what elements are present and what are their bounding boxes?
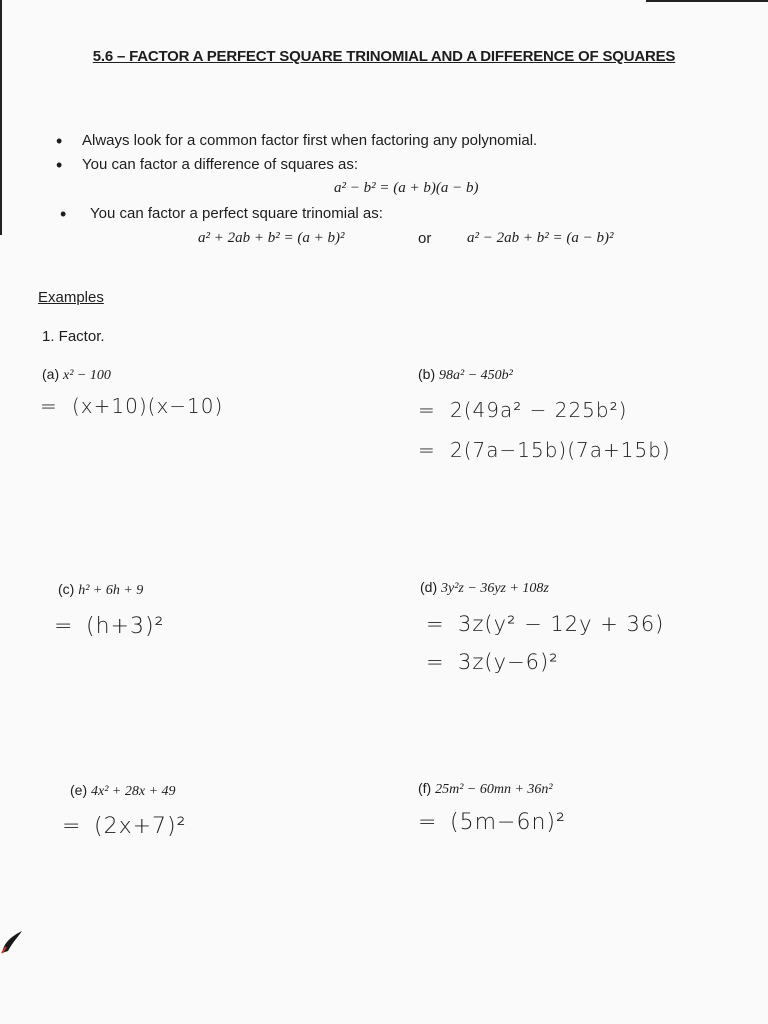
bullet-dot-icon: • xyxy=(56,155,63,175)
handwritten-step xyxy=(426,612,664,636)
handwritten-answer xyxy=(62,814,186,839)
problem-f xyxy=(418,780,553,798)
equals-sign: = xyxy=(418,810,438,835)
bullet-item xyxy=(56,132,656,152)
equals-sign: = xyxy=(418,398,436,422)
problem-expression: h² + 6h + 9 xyxy=(78,583,144,598)
problem-e xyxy=(70,782,176,800)
page-corner-edge xyxy=(646,0,768,2)
problem-c xyxy=(58,581,143,599)
answer-step: 2(49a² − 225b²) xyxy=(450,398,628,422)
bullet-dot-icon: • xyxy=(56,131,63,151)
bullet-text: Always look for a common factor first when factoring any polynomial. xyxy=(82,132,538,149)
problem-a xyxy=(42,366,111,384)
answer-step: 2(7a−15b)(7a+15b) xyxy=(450,438,671,462)
equals-sign: = xyxy=(418,438,436,462)
equals-sign: = xyxy=(426,650,445,674)
problem-b xyxy=(418,366,513,384)
problem-label: (b) xyxy=(418,366,436,382)
problem-label: (d) xyxy=(420,579,438,595)
question-number: 1. Factor. xyxy=(42,328,105,345)
problem-expression: 25m² − 60mn + 36n² xyxy=(435,782,553,797)
or-label: or xyxy=(418,230,432,247)
equals-sign: = xyxy=(54,614,74,639)
difference-of-squares-formula: a² − b² = (a + b)(a − b) xyxy=(334,180,479,196)
answer-step: 3z(y−6)² xyxy=(458,650,559,674)
handwritten-answer xyxy=(40,394,223,418)
problem-expression: 4x² + 28x + 49 xyxy=(91,784,176,799)
problem-expression: x² − 100 xyxy=(63,368,111,383)
answer-step: (x+10)(x−10) xyxy=(72,394,224,418)
answer-step: (h+3)² xyxy=(86,614,165,639)
equals-sign: = xyxy=(62,814,82,839)
equals-sign: = xyxy=(40,394,58,418)
bullet-item xyxy=(56,156,656,176)
problem-expression: 3y²z − 36yz + 108z xyxy=(441,581,549,596)
problem-label: (c) xyxy=(58,581,75,597)
pen-mark-icon xyxy=(0,925,26,955)
page-edge-shadow xyxy=(0,0,2,235)
page-title: 5.6 – FACTOR A PERFECT SQUARE TRINOMIAL AND A DIFFERENCE OF SQUARES xyxy=(92,48,676,65)
trinomial-minus-formula: a² − 2ab + b² = (a − b)² xyxy=(467,230,614,246)
problem-label: (e) xyxy=(70,782,88,798)
handwritten-answer xyxy=(54,614,164,639)
problem-label: (a) xyxy=(42,366,60,382)
handwritten-step xyxy=(418,398,627,422)
problem-d xyxy=(420,579,549,597)
problem-expression: 98a² − 450b² xyxy=(439,368,513,383)
bullet-dot-icon: • xyxy=(60,204,67,224)
trinomial-plus-formula: a² + 2ab + b² = (a + b)² xyxy=(198,230,345,246)
answer-step: (5m−6n)² xyxy=(450,810,566,835)
handwritten-answer xyxy=(426,650,559,674)
handwritten-answer xyxy=(418,438,671,462)
bullet-text: You can factor a difference of squares as: xyxy=(82,156,359,173)
equals-sign: = xyxy=(426,612,445,636)
answer-step: 3z(y² − 12y + 36) xyxy=(458,612,665,636)
bullet-text: You can factor a perfect square trinomial as: xyxy=(90,205,383,222)
answer-step: (2x+7)² xyxy=(94,814,187,839)
handwritten-answer xyxy=(418,810,566,835)
examples-heading: Examples xyxy=(38,289,104,306)
bullet-item xyxy=(60,205,660,225)
problem-label: (f) xyxy=(418,780,432,796)
